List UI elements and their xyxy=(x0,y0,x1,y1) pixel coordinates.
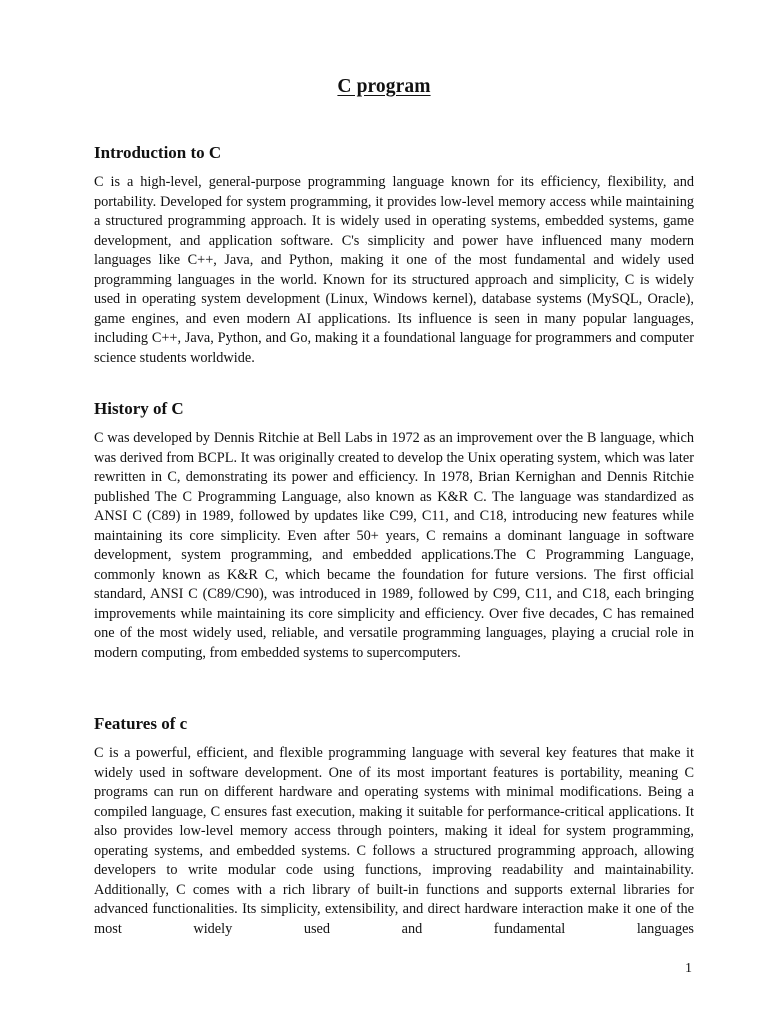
section-body-history: C was developed by Dennis Ritchie at Bell Labs in 1972 as an improvement over the B language, which was derived from BCPL. It was originally created to develop the Unix operating system, which was later rewritten in C, demonstrating its power and efficiency. In 1978, Brian Kernighan and Dennis Ritchie published The C Programming Language, also known as K&R C. The language was standardized as ANSI C (C89) in 1989, followed by updates like C99, C11, and C18, introducing new features while maintaining its core simplicity. Even after 50+ years, C remains a dominant language in software development, system programming, and embedded applications.The C Programming Language, commonly known as K&R C, which became the foundation for future versions. The first official standard, ANSI C (C89/C90), was introduced in 1989, followed by C99, C11, and C18, each bringing improvements while maintaining its core simplicity and efficiency. Over five decades, C has remained one of the most widely used, reliable, and versatile programming languages, playing a crucial role in modern computing, from embedded systems to supercomputers. xyxy=(94,430,694,662)
section-body-features: C is a powerful, efficient, and flexible programming language with several key features that make it widely used in software development. One of its most important features is portability, meaning C programs can run on different hardware and operating systems with minimal modifications. Being a compiled language, C ensures fast execution, making it suitable for performance-critical applications. It also provides low-level memory access through pointers, making it ideal for system programming, operating systems, and embedded systems. C follows a structured programming approach, allowing developers to write modular code using functions, improving readability and maintainability. Additionally, C comes with a rich library of built-in functions and supports external libraries for advanced functionalities. Its simplicity, extensibility, and direct hardware interaction make it one of the most widely used and fundamental languages xyxy=(94,745,694,937)
section-heading-history: History of C xyxy=(94,399,184,418)
section-introduction xyxy=(94,143,694,368)
section-heading-features: Features of c xyxy=(94,714,188,733)
section-features xyxy=(94,714,694,939)
section-body-introduction: C is a high-level, general-purpose programming language known for its efficiency, flexibility, and portability. Developed for system programming, it provides low-level memory access while maintaining a structured programming approach. It is widely used in operating systems, embedded systems, game development, and application software. C's simplicity and power have influenced many modern languages like C++, Java, and Python, making it one of the most fundamental and widely used programming languages in the world. Known for its structured approach and simplicity, C is widely used in operating system development (Linux, Windows kernel), database systems (MySQL, Oracle), game engines, and even modern AI applications. Its influence is seen in many popular languages, including C++, Java, Python, and Go, making it a foundational language for programmers and computer science students worldwide. xyxy=(94,174,694,366)
section-history xyxy=(94,399,694,664)
page-number: 1 xyxy=(685,961,692,976)
section-heading-introduction: Introduction to C xyxy=(94,143,222,162)
page-title: C program xyxy=(337,76,431,97)
